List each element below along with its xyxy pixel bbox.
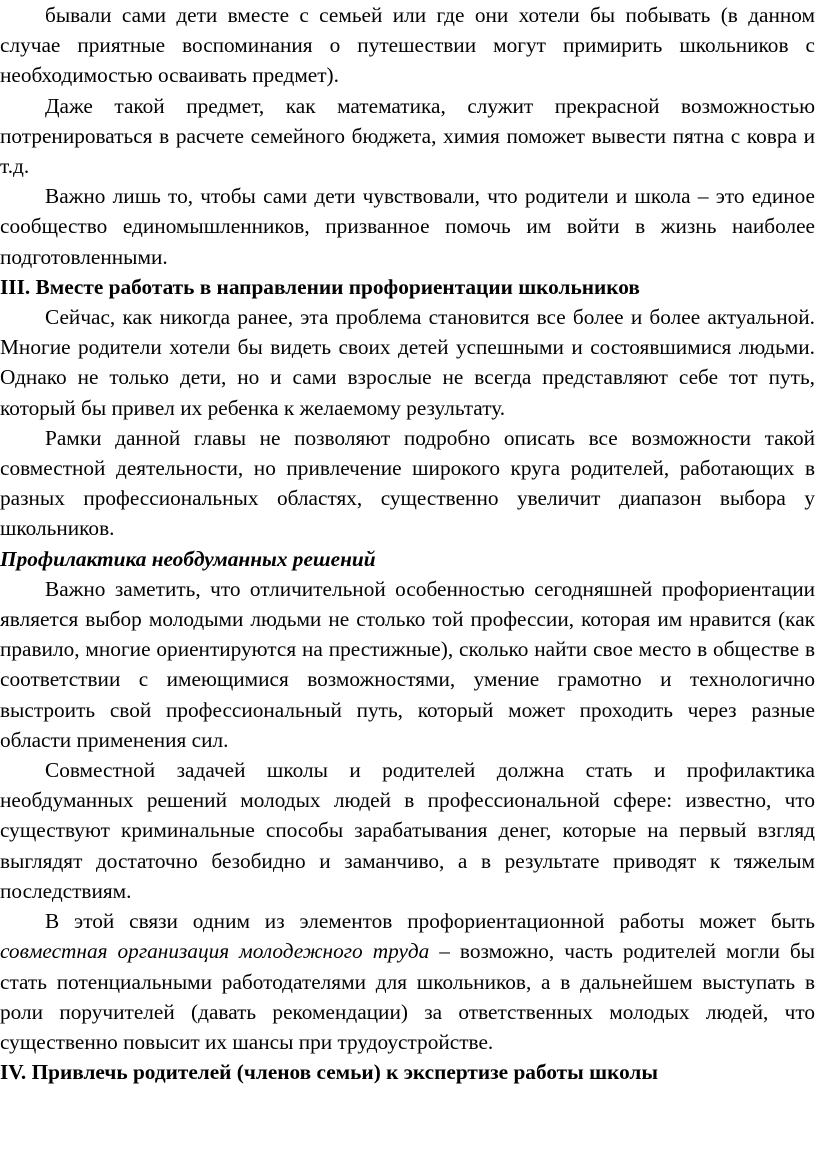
section-heading-3: III. Вместе работать в направлении профориентации школьников — [0, 274, 640, 299]
subsection-heading: Профилактика необдуманных решений — [0, 546, 376, 571]
paragraph-8-emphasis: совместная организация молодежного труда — [0, 939, 430, 964]
paragraph-4: Сейчас, как никогда ранее, эта проблема становится все более и более актуальной. Многие родители хотели бы видеть своих детей успешными и состоявшимися людьми. Однако не только дети, но и сами взрослые не всегда представляют себе тот путь, который бы привел их ребенка к желаемому результату. — [0, 305, 815, 420]
paragraph-3: Важно лишь то, чтобы сами дети чувствовали, что родители и школа – это единое сообщество единомышленников, призванное помочь им войти в жизнь наиболее подготовленными. — [0, 184, 815, 269]
paragraph-7: Совместной задачей школы и родителей должна стать и профилактика необдуманных решений молодых людей в профессиональной сфере: известно, что существуют криминальные способы зарабатывания денег, которые на первый взгляд выглядят достаточно безобидно и заманчиво, а в результате приводят к тяжелым последствиям. — [0, 758, 815, 903]
paragraph-2: Даже такой предмет, как математика, служит прекрасной возможностью потренироваться в расчете семейного бюджета, химия поможет вывести пятна с ковра и т.д. — [0, 93, 815, 179]
paragraph-1: бывали сами дети вместе с семьей или где они хотели бы побывать (в данном случае приятные воспоминания о путешествии могут примирить школьников с необходимостью осваивать предмет). — [0, 3, 815, 88]
paragraph-6: Важно заметить, что отличительной особенностью сегодняшней профориентации является выбор молодыми людьми не столько той профессии, которая им нравится (как правило, многие ориентируются на престижные), сколько найти свое место в обществе в соответствии с имеющимися возможностями, умение грамотно и технологично выстроить свой профессиональный путь, который может проходить через разные области применения сил. — [0, 576, 815, 752]
paragraph-8 — [0, 906, 815, 1057]
section-heading-4: IV. Привлечь родителей (членов семьи) к экспертизе работы школы — [0, 1060, 659, 1085]
paragraph-5: Рамки данной главы не позволяют подробно описать все возможности такой совместной деятельности, но привлечение широкого круга родителей, работающих в разных профессиональных областях, существенно увеличит диапазон выбора у школьников. — [0, 425, 815, 541]
paragraph-8-end: – возможно, часть родителей могли бы стать потенциальными работодателями для школьников, а в дальнейшем выступать в роли поручителей (давать рекомендации) за ответственных молодых людей, что существенно повысит их шансы при трудоустройстве. — [0, 939, 815, 1054]
paragraph-8-start: В этой связи одним из элементов профориентационной работы может быть — [45, 909, 815, 934]
